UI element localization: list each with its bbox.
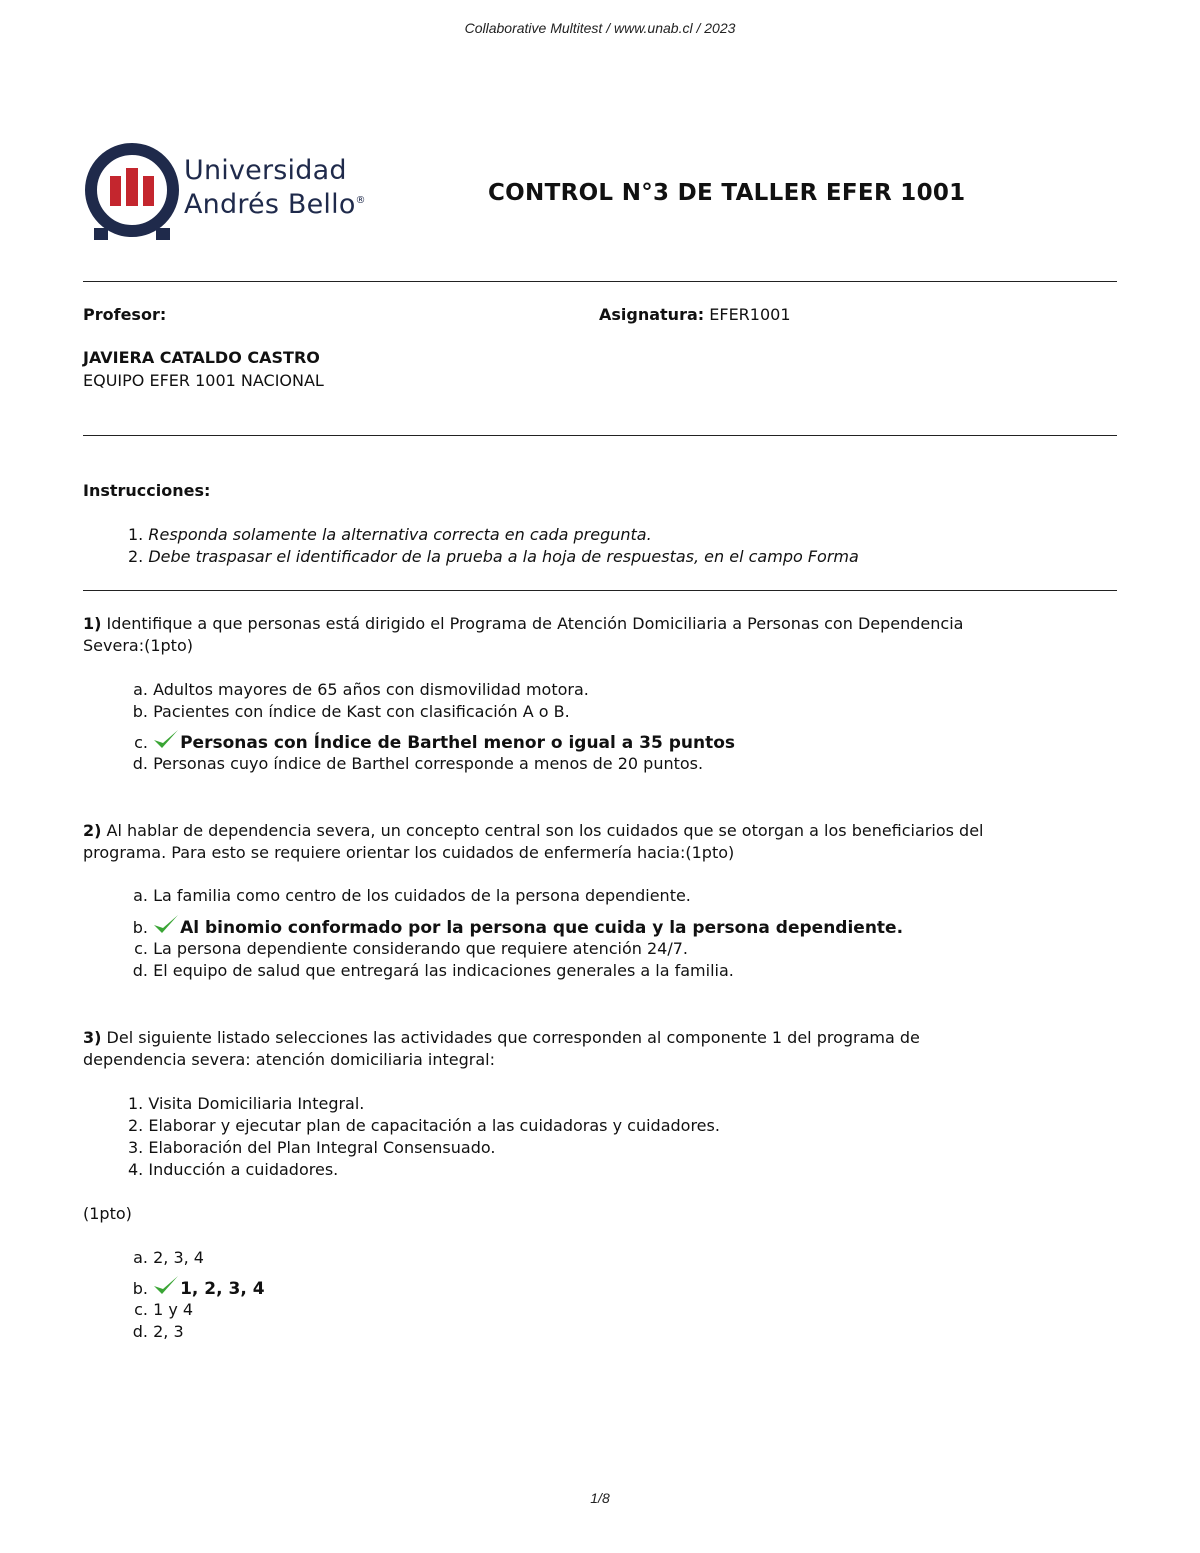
logo-registered: ® [355,195,366,206]
option-text: 2, 3 [153,1322,184,1341]
answer-option [128,1299,193,1321]
answer-option [128,938,688,960]
checkmark-icon [153,914,179,936]
instructions-label: Instrucciones: [83,481,211,500]
instruction-text: Responda solamente la alternativa correcta en cada pregunta. [148,525,652,544]
logo-line-2-text: Andrés Bello [184,189,356,220]
profesor-name: JAVIERA CATALDO CASTRO [83,348,320,367]
question-number: 1) [83,614,102,633]
question-text: Del siguiente listado selecciones las actividades que corresponden al componente 1 del programa de [106,1028,920,1047]
option-text: 1, 2, 3, 4 [180,1279,265,1299]
option-letter: b. [132,1279,148,1298]
profesor-team: EQUIPO EFER 1001 NACIONAL [83,371,324,390]
answer-option [128,753,703,775]
instruction-item [128,546,859,568]
answer-option [128,885,691,907]
instruction-text: Debe traspasar el identificador de la prueba a la hoja de respuestas, en el campo Forma [148,547,859,566]
activity-text: Elaborar y ejecutar plan de capacitación a las cuidadoras y cuidadores. [148,1116,720,1135]
option-text: Personas cuyo índice de Barthel corresponde a menos de 20 puntos. [153,754,704,773]
answer-option-correct [128,1275,265,1300]
checkmark-icon [153,729,179,751]
option-text: Al binomio conformado por la persona que cuida y la persona dependiente. [180,918,904,938]
document-title: CONTROL N°3 DE TALLER EFER 1001 [488,180,966,206]
question-3-line-2: dependencia severa: atención domiciliaria integral: [83,1050,495,1069]
answer-option [128,679,589,701]
logo-line-1: Universidad [184,155,347,186]
option-text: Pacientes con índice de Kast con clasificación A o B. [153,702,570,721]
answer-option [128,1247,204,1269]
option-text: La persona dependiente considerando que requiere atención 24/7. [153,939,688,958]
logo-wordmark [184,156,366,220]
header-note: Collaborative Multitest / www.unab.cl / 2023 [464,20,736,36]
instruction-item [128,524,652,546]
question-3-points: (1pto) [83,1204,132,1223]
option-letter: d. [132,1322,148,1341]
option-letter: b. [132,702,148,721]
question-2-line-1 [83,820,983,842]
activity-number: 3. [128,1138,144,1157]
option-text: Personas con Índice de Barthel menor o igual a 35 puntos [180,733,736,753]
question-3-line-1 [83,1027,920,1049]
question-text: Al hablar de dependencia severa, un concepto central son los cuidados que se otorgan a los beneficiarios del [106,821,984,840]
asignatura-value: EFER1001 [709,305,791,324]
option-letter: a. [133,886,148,905]
option-text: La familia como centro de los cuidados de la persona dependiente. [153,886,691,905]
asignatura-field [599,304,791,326]
activity-number: 4. [128,1160,144,1179]
answer-option [128,960,734,982]
question-number: 2) [83,821,102,840]
option-text: 1 y 4 [153,1300,194,1319]
instruction-number: 2. [128,547,144,566]
activity-number: 2. [128,1116,144,1135]
option-text: Adultos mayores de 65 años con dismovilidad motora. [153,680,589,699]
page-number: 1/8 [590,1490,610,1506]
option-letter: a. [133,1248,148,1267]
question-1-line-1 [83,613,963,635]
activity-text: Inducción a cuidadores. [148,1160,339,1179]
option-letter: d. [132,961,148,980]
question-text: Identifique a que personas está dirigido el Programa de Atención Domiciliaria a Personas con Dependencia [106,614,964,633]
university-logo [84,140,394,248]
logo-emblem-icon [84,140,180,244]
activity-text: Elaboración del Plan Integral Consensuado. [148,1138,496,1157]
option-letter: d. [132,754,148,773]
answer-option [128,701,570,723]
option-letter: b. [132,918,148,937]
option-letter: c. [134,939,148,958]
profesor-label: Profesor: [83,305,167,324]
activity-number: 1. [128,1094,144,1113]
option-letter: c. [134,733,148,752]
instruction-number: 1. [128,525,144,544]
activity-list-item [128,1093,364,1115]
answer-option [128,1321,184,1343]
asignatura-label: Asignatura: [599,305,705,324]
answer-option-correct [128,914,903,939]
question-number: 3) [83,1028,102,1047]
divider [83,281,1117,282]
checkmark-icon [153,1275,179,1297]
option-text: El equipo de salud que entregará las indicaciones generales a la familia. [153,961,734,980]
activity-list-item [128,1159,338,1181]
logo-line-2 [184,186,366,220]
question-2-line-2: programa. Para esto se requiere orientar los cuidados de enfermería hacia:(1pto) [83,843,735,862]
activity-text: Visita Domiciliaria Integral. [148,1094,365,1113]
option-letter: a. [133,680,148,699]
question-1-line-2: Severa:(1pto) [83,636,193,655]
activity-list-item [128,1137,495,1159]
option-text: 2, 3, 4 [153,1248,204,1267]
divider [83,590,1117,591]
answer-option-correct [128,729,735,754]
divider [83,435,1117,436]
activity-list-item [128,1115,720,1137]
option-letter: c. [134,1300,148,1319]
